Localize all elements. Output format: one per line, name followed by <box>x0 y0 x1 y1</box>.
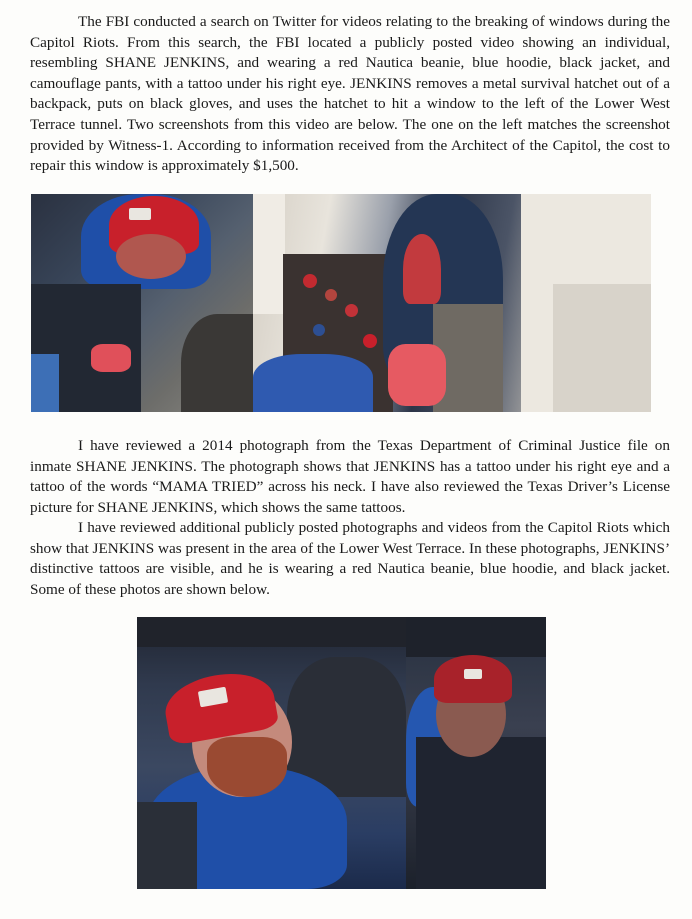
paragraph-tdcj-photograph: I have reviewed a 2014 photograph from the Texas Department of Criminal Justice file on inmate SHANE JENKINS. The photograph shows that JENKINS has a tattoo under his right eye and a tattoo of the words “MAMA TRIED” across his neck. I have also reviewed the Texas Driver’s License picture for SHANE JENKINS, which shows the same tattoos. <box>30 437 670 516</box>
video-screenshot-left <box>31 194 253 412</box>
photograph-right <box>406 617 546 889</box>
photograph-left <box>137 617 406 889</box>
paragraph-additional-photographs: I have reviewed additional publicly posted photographs and videos from the Capitol Riots which show that JENKINS was present in the area of the Lower West Terrace. In these photographs, JENKINS’ distinctive tattoos are visible, and he is wearing a red Nautica beanie, blue hoodie, and black jacket. Some of these photos are shown below. <box>30 519 670 598</box>
paragraph-twitter-search: The FBI conducted a search on Twitter for videos relating to the breaking of windows during the Capitol Riots. From this search, the FBI located a publicly posted video showing an individual, resembling SHANE JENKINS, and wearing a red Nautica beanie, blue hoodie, black jacket, and camouflage pants, with a tattoo under his right eye. JENKINS removes a metal survival hatchet out of a backpack, puts on black gloves, and uses the hatchet to hit a window to the left of the Lower West Terrace tunnel. Two screenshots from this video are below. The one on the left matches the screenshot provided by Witness-1. According to information received from the Architect of the Capitol, the cost to repair this window is approximately $1,500. <box>30 13 670 175</box>
video-screenshot-right <box>253 194 651 412</box>
